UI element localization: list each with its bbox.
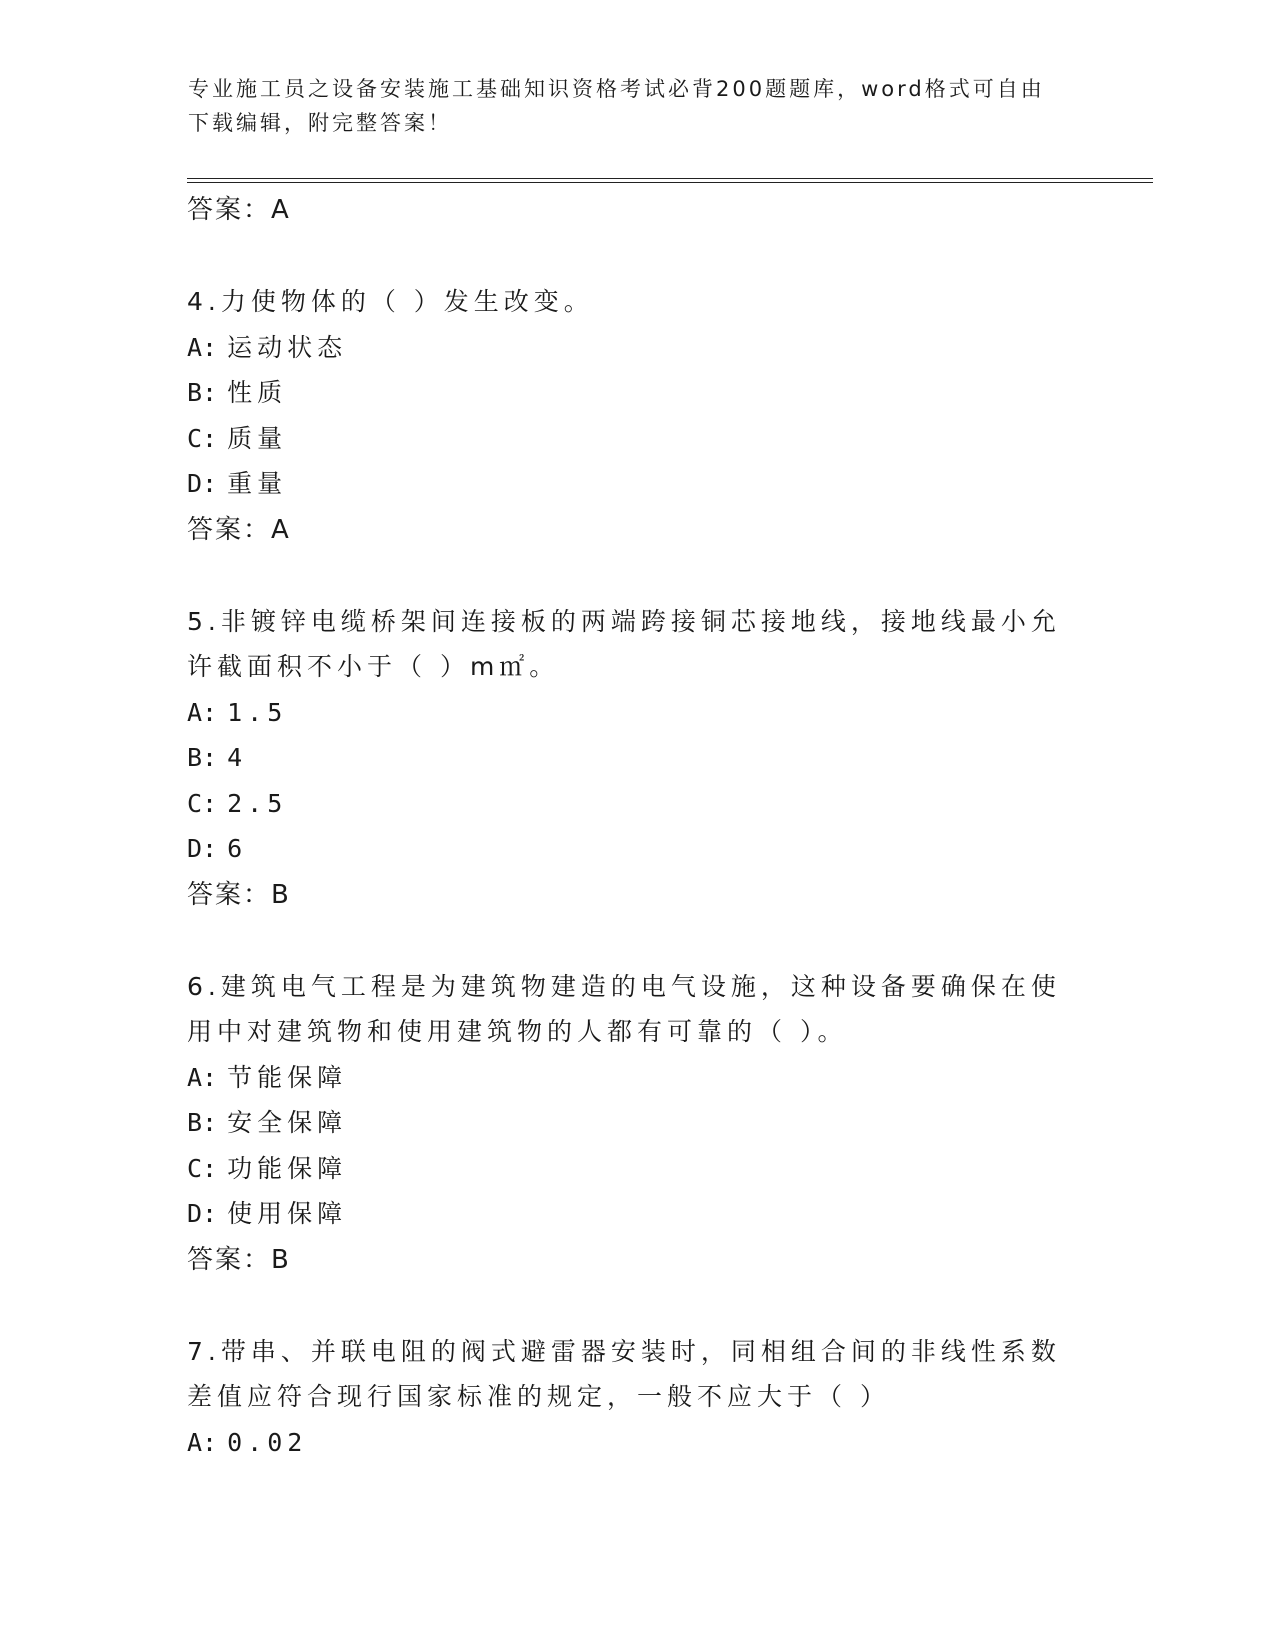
option-d: [187, 1191, 1087, 1237]
option-key: A:: [187, 1427, 218, 1457]
header-title: 专业施工员之设备安装施工基础知识资格考试必背200题题库，word格式可自由下载编辑，附完整答案！: [188, 77, 1045, 135]
option-key: C:: [187, 1153, 218, 1183]
answer-line: 答案：A: [187, 195, 291, 225]
answer-line: 答案：B: [187, 1244, 291, 1275]
header-divider-top: [187, 178, 1153, 179]
header-divider-bottom: [187, 182, 1153, 183]
option-key: A:: [187, 1062, 218, 1092]
question-item: [187, 279, 1087, 553]
option-b: [187, 1100, 1087, 1146]
option-value: 6: [227, 834, 248, 863]
option-key: C:: [187, 423, 218, 453]
answer-line: 答案：B: [187, 879, 291, 910]
option-value: 节能保障: [227, 1062, 348, 1092]
question-text: 7.带串、并联电阻的阀式避雷器安装时，同相组合间的非线性系数差值应符合现行国家标准的规定，一般不应大于（ ）: [187, 1336, 1061, 1411]
option-a: [187, 1420, 1087, 1466]
option-value: 重量: [227, 469, 288, 498]
option-a: [187, 690, 1087, 736]
document-header: [188, 72, 1068, 140]
question-item: [187, 599, 1087, 918]
option-value: 0.02: [227, 1427, 308, 1457]
option-a: [187, 325, 1087, 371]
option-key: D:: [187, 834, 218, 863]
question-text: 4.力使物体的（ ）发生改变。: [187, 287, 594, 316]
option-value: 运动状态: [227, 332, 348, 362]
question-item: [187, 1329, 1087, 1466]
option-b: [187, 735, 1087, 781]
answer-line: 答案：A: [187, 514, 291, 545]
option-c: [187, 781, 1087, 827]
question-list: [187, 187, 1087, 1465]
option-value: 安全保障: [227, 1108, 348, 1137]
option-key: D:: [187, 1199, 218, 1228]
option-key: A:: [187, 697, 218, 727]
option-key: A:: [187, 332, 218, 362]
option-a: [187, 1055, 1087, 1101]
option-c: [187, 416, 1087, 462]
option-value: 4: [227, 743, 248, 772]
option-value: 1.5: [227, 697, 288, 727]
option-value: 功能保障: [227, 1153, 348, 1183]
option-b: [187, 370, 1087, 416]
option-value: 2.5: [227, 788, 288, 818]
option-key: D:: [187, 469, 218, 498]
option-value: 使用保障: [227, 1199, 348, 1228]
option-c: [187, 1146, 1087, 1192]
option-key: B:: [187, 378, 218, 407]
question-text: 5.非镀锌电缆桥架间连接板的两端跨接铜芯接地线，接地线最小允许截面积不小于（ ）m㎡。: [187, 606, 1061, 681]
option-value: 性质: [227, 378, 288, 407]
option-d: [187, 461, 1087, 507]
option-d: [187, 826, 1087, 872]
question-text: 6.建筑电气工程是为建筑物建造的电气设施，这种设备要确保在使用中对建筑物和使用建筑物的人都有可靠的（ ）。: [187, 971, 1061, 1046]
option-key: C:: [187, 788, 218, 818]
option-value: 质量: [227, 423, 288, 453]
option-key: B:: [187, 743, 218, 772]
question-item: [187, 964, 1087, 1283]
option-key: B:: [187, 1108, 218, 1137]
